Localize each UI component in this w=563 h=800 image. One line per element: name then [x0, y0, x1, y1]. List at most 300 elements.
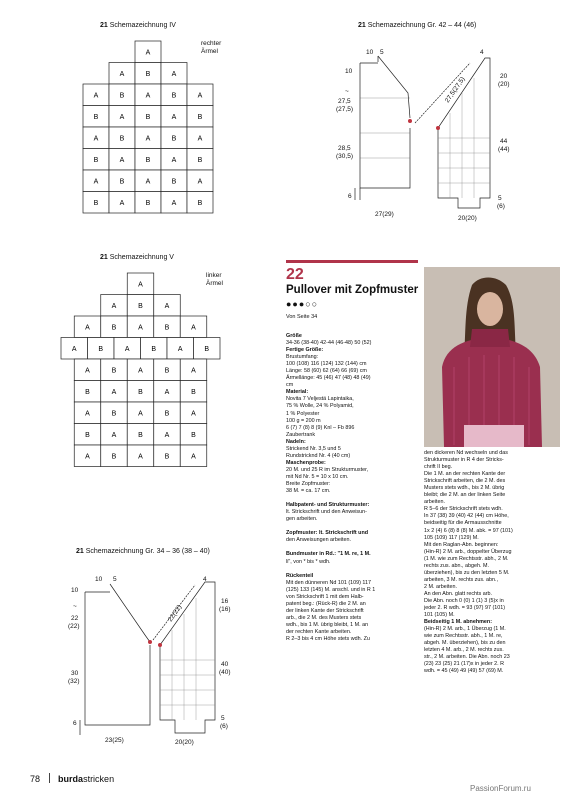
dim-label: (6)	[497, 203, 505, 210]
model-photo	[424, 267, 560, 447]
schema-cell	[154, 402, 181, 424]
text-line: 34-36 (38-40) 42-44 (46-48) 50 (52)	[286, 340, 372, 347]
text-line: wie zum Rechtsstr. abh., 1 M. re,	[424, 633, 503, 640]
schema-cell-label: A	[119, 70, 125, 78]
text-line: 75 % Wolle, 24 % Polyamid,	[286, 403, 354, 410]
schema-cell	[161, 170, 187, 192]
dim-label: 20(20)	[458, 215, 477, 222]
dim-label: 10	[366, 49, 374, 56]
schema-cell-label: A	[111, 302, 117, 310]
marker-dot	[436, 126, 440, 130]
schema-cell-label: A	[145, 178, 151, 186]
schema-cell-label: A	[85, 410, 90, 418]
schema-cell-label: A	[119, 113, 125, 121]
schema-cell-label: B	[171, 92, 177, 100]
dim-label: 22	[71, 615, 79, 622]
schema-cell	[127, 273, 154, 295]
section-accent-bar	[286, 260, 418, 263]
schema-cell	[187, 192, 213, 214]
schema-cell	[74, 402, 101, 424]
dim-label: 27(29)	[375, 211, 394, 218]
dim-label: 20	[500, 73, 508, 80]
schema-cell	[127, 402, 154, 424]
text-line: (23) 23 (25) 21 (17)x in jeder 2. R	[424, 661, 504, 668]
schema-cell-label: B	[111, 367, 117, 375]
dim-label: (27,5)	[336, 106, 353, 113]
schema-cell-label: B	[164, 367, 170, 375]
text-line: Strickend Nr. 3,5 und 5	[286, 445, 341, 452]
schema-cell-label: A	[171, 199, 177, 207]
dim-label: (20)	[498, 81, 510, 88]
dim-label: 5	[380, 49, 384, 56]
text-line: 100 g = 200 m	[286, 417, 321, 424]
schema-cell	[74, 424, 101, 446]
dim-label: 5	[221, 715, 225, 722]
text-line: An den Abn. glatt rechts arb.	[424, 590, 493, 597]
text-line: Die 1 M. an der rechten Kante der	[424, 471, 506, 478]
text-line: 6 (7) 7 (8) 8 (9) Knl – Fb 896	[286, 424, 355, 431]
schema-cell	[187, 127, 213, 149]
schema-cell	[109, 170, 135, 192]
text-line: Strukturmuster in R 4 der Stricks-	[424, 457, 504, 464]
text-line: In 37 (38) 39 (40) 42 (44) cm Höhe,	[424, 513, 509, 520]
text-line: wdh. = 45 (49) 49 (49) 57 (69) M.	[424, 668, 504, 675]
schema-cell	[154, 295, 181, 317]
schema-cell	[101, 402, 128, 424]
dim-label: (22)	[68, 623, 80, 630]
schema-cell-label: A	[71, 345, 77, 353]
dim-label: 23(25)	[105, 737, 124, 744]
schema-cell	[135, 170, 161, 192]
schema-cell-label: A	[197, 92, 203, 100]
raglan-line	[110, 584, 150, 642]
schema-cell	[180, 359, 207, 381]
schema-g34-label: Schemazeichnung Gr. 34 – 36 (38 – 40)	[85, 548, 210, 555]
schema-cell	[74, 445, 101, 467]
schema-cell	[180, 381, 207, 403]
schema-g34-title	[76, 548, 210, 555]
schema-cell	[180, 424, 207, 446]
dim-label: 40	[221, 661, 229, 668]
schema-cell	[61, 338, 88, 360]
pattern-text-right	[424, 450, 560, 676]
sleeve-outline	[160, 582, 215, 733]
schema-cell-label: A	[177, 345, 183, 353]
dim-label: (32)	[68, 678, 80, 685]
text-line: Zaubertrank	[286, 431, 316, 438]
text-line: Nadeln:	[286, 438, 306, 445]
brand-bold: burda	[58, 774, 84, 784]
text-line: 1 % Polyester	[286, 410, 320, 417]
text-line: 2 M. arbeiten.	[424, 583, 457, 590]
dim-label: 30	[71, 670, 79, 677]
schema-cell-label: B	[191, 431, 196, 439]
schema-cell-label: A	[171, 70, 177, 78]
schema-cell-label: B	[85, 388, 90, 396]
dim-label: (40)	[219, 669, 231, 676]
schema-cell	[83, 149, 109, 171]
marker-dot	[158, 643, 162, 647]
schema-cell-label: A	[111, 431, 117, 439]
dim-label: 44	[500, 138, 508, 145]
schema-cell	[127, 295, 154, 317]
text-line: 101 (105) M.	[424, 612, 455, 619]
text-line: bleibt; die 2 M. an der linken Seite	[424, 492, 506, 499]
text-line: 20 M. und 25 R im Strukturmuster,	[286, 466, 369, 473]
schema-cell-label: B	[171, 178, 177, 186]
schema-cell	[101, 295, 128, 317]
schema-cell	[135, 192, 161, 214]
schema-cell	[114, 338, 141, 360]
schema-iv-number: 21	[100, 22, 108, 29]
schema-cell	[101, 445, 128, 467]
dim-label: 20(20)	[175, 739, 194, 746]
dim-label: 10	[71, 587, 79, 594]
text-line: Strickschrift arbeiten, die 2 M. des	[424, 478, 506, 485]
text-line: (Hin-R) 2 M. arb., 1 Überzug (1 M.	[424, 626, 506, 633]
raglan-line	[378, 56, 410, 118]
dim-label: ~	[345, 88, 349, 95]
schema-cell	[88, 338, 115, 360]
schema-cell	[135, 127, 161, 149]
text-line: 38 M. = ca. 17 cm.	[286, 488, 331, 495]
text-line: li", von * bis * wdh.	[286, 558, 331, 565]
text-line: Halbpatent- und Strukturmuster:	[286, 502, 370, 509]
text-line: Mit den Raglan-Abn. beginnen:	[424, 541, 499, 548]
schema-cell	[161, 84, 187, 106]
schema-cell	[135, 63, 161, 85]
schema-cell-label: A	[171, 113, 177, 121]
schema-cell-label: B	[145, 113, 151, 121]
schema-cell-label: A	[197, 135, 203, 143]
schema-cell	[127, 445, 154, 467]
schema-cell	[141, 338, 168, 360]
schema-cell	[101, 381, 128, 403]
schema-iv-title	[100, 22, 176, 29]
schema-g42-title	[358, 22, 476, 29]
schema-cell	[109, 149, 135, 171]
text-line: den Anweisungen arbeiten.	[286, 537, 352, 544]
schema-cell	[74, 381, 101, 403]
dim-label: 4	[480, 49, 484, 56]
schema-cell	[135, 149, 161, 171]
schema-cell	[109, 106, 135, 128]
schema-cell-label: B	[145, 70, 151, 78]
schema-cell-label: B	[164, 453, 170, 461]
schema-cell	[180, 445, 207, 467]
schema-cell	[109, 127, 135, 149]
schema-cell	[109, 63, 135, 85]
schema-cell-label: B	[197, 199, 203, 207]
schema-cell-label: B	[197, 113, 203, 121]
text-line: abgeh. M. überziehen), bis zu den	[424, 640, 506, 647]
side-note-line: Ärmel	[206, 280, 223, 287]
schema-cell-label: B	[164, 410, 170, 418]
schema-cell-label: A	[164, 302, 170, 310]
text-line: der rechten Kante arbeiten.	[286, 628, 352, 635]
text-line: rechts zus. abn., abgeh. M.	[424, 562, 490, 569]
schema-iv-grid	[78, 38, 218, 220]
text-line: Ärmellänge: 45 (46) 47 (48) 48 (49)	[286, 375, 371, 382]
dim-label: 10	[95, 576, 103, 583]
schema-cell-label: A	[191, 453, 196, 461]
text-line: gen arbeiten.	[286, 516, 318, 523]
text-line: arbeiten, 3 M. rechts zus. abn.,	[424, 576, 499, 583]
text-line: (125) 133 (145) M. anschl. und in R 1	[286, 586, 376, 593]
schema-cell-label: A	[93, 92, 99, 100]
schema-cell	[161, 149, 187, 171]
schema-cell-label: B	[145, 156, 151, 164]
text-line: R 5–6 der Strickschrift stets wdh.	[424, 506, 503, 513]
marker-dot	[408, 119, 412, 123]
text-line: Fertige Größe:	[286, 347, 324, 354]
schema-cell-label: A	[119, 156, 125, 164]
text-line: den dickeren Nd wechseln und das	[424, 450, 508, 456]
text-line: Brustumfang:	[286, 354, 319, 361]
text-line: (1 M. wie zum Rechtsstr. abh., 2 M.	[424, 555, 509, 562]
dim-label: 6	[348, 193, 352, 200]
schema-cell-label: A	[191, 410, 196, 418]
schema-cell-label: A	[191, 367, 196, 375]
schema-cell-label: A	[85, 324, 90, 332]
schema-cell-label: A	[145, 135, 151, 143]
pattern-text-left	[286, 333, 420, 643]
schema-cell-label: B	[93, 113, 99, 121]
dim-label: 6	[73, 720, 77, 727]
schema-cell	[127, 381, 154, 403]
schema-v-title	[100, 254, 174, 261]
text-line: beidseitig für die Armausschnitte	[424, 520, 502, 527]
schema-cell-label: B	[119, 135, 125, 143]
schema-cell	[161, 63, 187, 85]
schema-cell	[127, 316, 154, 338]
schema-cell	[167, 338, 194, 360]
schema-cell	[83, 170, 109, 192]
schema-cell-label: B	[119, 178, 125, 186]
marker-dot	[148, 640, 152, 644]
text-line: arb., die 2 M. des Musters stets	[286, 614, 362, 621]
text-line: Rückenteil	[286, 572, 314, 579]
schema-g42-label: Schemazeichnung Gr. 42 – 44 (46)	[367, 22, 477, 29]
difficulty-rating: ●●●○○	[286, 299, 319, 309]
schema-cell	[135, 84, 161, 106]
text-line: letzten 4 M. arb., 2 M. rechts zus.	[424, 647, 504, 654]
pattern-title: Pullover mit Zopfmuster	[286, 284, 419, 296]
side-note-line: rechter	[201, 40, 222, 47]
schema-cell	[154, 424, 181, 446]
schema-cell	[101, 359, 128, 381]
schema-cell	[187, 149, 213, 171]
dim-label: 16	[221, 598, 229, 605]
body-outline	[85, 592, 150, 725]
dim-label: 10	[345, 68, 353, 75]
schema-cell	[83, 192, 109, 214]
schema-cell-label: A	[138, 410, 143, 418]
text-line: der linken Kante der Strickschrift	[286, 607, 364, 614]
schema-cell-label: B	[197, 156, 203, 164]
text-line: Länge: 58 (60) 62 (64) 66 (69) cm	[286, 368, 367, 375]
text-line: mit Nd Nr. 5 = 10 x 10 cm.	[286, 473, 349, 480]
dim-label: 4	[203, 576, 207, 583]
schema-cell	[154, 381, 181, 403]
schema-cell	[127, 359, 154, 381]
text-line: 100 (108) 116 (124) 132 (144) cm	[286, 361, 367, 368]
text-line: 1x 2 (4) 6 (8) 8 (8) M. abk. = 97 (101)	[424, 527, 513, 534]
schema-cell-label: A	[85, 453, 90, 461]
schema-cell-label: B	[93, 199, 99, 207]
text-line: cm	[286, 382, 294, 389]
text-line: jeder 2. R wdh. = 93 (97) 97 (101)	[424, 605, 506, 612]
text-line	[286, 523, 420, 530]
schema-cell	[187, 84, 213, 106]
schema-cell-label: B	[151, 345, 157, 353]
text-line: Mit den dünneren Nd 101 (109) 117	[286, 579, 372, 586]
body-outline	[360, 63, 410, 188]
text-line	[286, 495, 420, 502]
schema-cell-label: A	[197, 178, 203, 186]
schema-cell	[180, 402, 207, 424]
schema-iv-label: Schemazeichnung IV	[109, 22, 176, 29]
dim-label: 27,5(27,5)	[443, 75, 467, 105]
schema-cell-label: B	[138, 388, 143, 396]
schema-cell-label: A	[191, 324, 196, 332]
schema-cell-label: B	[145, 199, 151, 207]
text-line: Novita 7 Veljestä Lapintaika,	[286, 396, 354, 403]
schema-cell	[127, 424, 154, 446]
dim-label: (6)	[220, 723, 228, 730]
text-line	[286, 566, 420, 573]
body-grid	[360, 98, 410, 158]
schema-cell-label: A	[171, 156, 177, 164]
watermark: PassionForum.ru	[470, 784, 531, 793]
dim-label: 28,5	[338, 145, 351, 152]
schema-g42-number: 21	[358, 22, 366, 29]
schema-g34-drawing	[55, 570, 255, 750]
text-line: R 2–3 bis 4 cm Höhe stets wdh. Zu	[286, 636, 370, 643]
schema-cell-label: A	[85, 367, 90, 375]
schema-cell	[180, 316, 207, 338]
schema-cell	[161, 106, 187, 128]
schema-cell-label: A	[138, 453, 143, 461]
schema-cell-label: A	[119, 199, 125, 207]
text-line: Breite Zopfmuster:	[286, 480, 331, 487]
schema-cell	[135, 41, 161, 63]
schema-cell	[187, 170, 213, 192]
schema-cell	[161, 127, 187, 149]
dim-label: 27,5	[338, 98, 351, 105]
text-line: Beidseitig 1 M. abnehmen:	[424, 619, 492, 626]
schema-cell-label: A	[93, 135, 99, 143]
text-line: Musters stets wdh., bis 2 M. übrig	[424, 485, 505, 492]
dim-label: (16)	[219, 606, 231, 613]
schema-cell-label: A	[111, 388, 117, 396]
schema-v-number: 21	[100, 254, 108, 261]
schema-cell-label: B	[138, 431, 143, 439]
schema-cell-label: B	[171, 135, 177, 143]
pattern-number: 22	[286, 266, 304, 283]
schema-cell-label: B	[119, 92, 125, 100]
schema-cell	[83, 106, 109, 128]
schema-cell-label: B	[98, 345, 104, 353]
schema-v-label: Schemazeichnung V	[109, 254, 174, 261]
text-line: str., 2 M. arbeiten. Die Abn. noch 23	[424, 654, 510, 661]
schema-cell-label: B	[111, 324, 117, 332]
text-line: (Hin-R) 2 M. arb., doppelter Überzug	[424, 548, 512, 555]
dim-label: 22(22)	[166, 603, 184, 624]
schema-g42-drawing	[330, 38, 550, 228]
schema-cell-label: B	[191, 388, 196, 396]
schema-cell	[109, 84, 135, 106]
schema-cell-label: A	[138, 324, 143, 332]
schema-cell-label: B	[164, 324, 170, 332]
page-number: 78	[30, 774, 41, 784]
schema-cell-label: A	[145, 49, 151, 57]
schema-cell-label: A	[124, 345, 130, 353]
text-line: Größe	[286, 333, 302, 339]
text-line: von Strickschrift 1 mit dem Halb-	[286, 593, 364, 600]
schema-cell	[83, 127, 109, 149]
text-line: Bundmuster in Rd.: "1 M. re, 1 M.	[286, 551, 371, 558]
text-line: chrift II beg.	[424, 464, 453, 471]
schema-cell	[101, 316, 128, 338]
text-line: Rundstricknd Nr. 4 (40 cm)	[286, 452, 351, 459]
schema-g34-number: 21	[76, 548, 84, 555]
schema-cell-label: A	[138, 367, 143, 375]
schema-v-grid	[56, 270, 246, 470]
schema-cell	[154, 316, 181, 338]
schema-cell-label: A	[138, 281, 143, 289]
schema-cell-label: B	[204, 345, 210, 353]
schema-cell-label: B	[85, 431, 90, 439]
text-line: patent beg.: (Rück-R) die 2 M. an	[286, 600, 366, 607]
side-note-line: Ärmel	[201, 48, 218, 55]
schema-cell	[154, 445, 181, 467]
text-line: Maschenprobe:	[286, 459, 326, 466]
schema-cell	[194, 338, 221, 360]
side-note-line: linker	[206, 272, 222, 279]
text-line	[286, 544, 420, 551]
schema-cell	[74, 316, 101, 338]
schema-cell	[187, 106, 213, 128]
page-footer	[30, 773, 114, 784]
schema-cell	[154, 359, 181, 381]
schema-cell-label: A	[164, 388, 170, 396]
schema-cell	[101, 424, 128, 446]
text-line: arbeiten.	[424, 499, 445, 506]
schema-cell-label: B	[93, 156, 99, 164]
dim-label: 5	[113, 576, 117, 583]
dim-label: ~	[73, 603, 77, 610]
text-line: Material:	[286, 389, 309, 396]
text-line: lt. Strickschrift und den Anweisun-	[286, 509, 367, 516]
text-line: Die Abn. noch 0 (0) 1 (1) 3 (5)x in	[424, 597, 504, 604]
schema-cell	[83, 84, 109, 106]
dim-label: (30,5)	[336, 153, 353, 160]
schema-cell-label: A	[164, 431, 170, 439]
text-line: Zopfmuster: lt. Strickschrift und	[286, 530, 369, 537]
footer-divider	[49, 773, 50, 783]
schema-cell-label: B	[111, 453, 117, 461]
text-line: 105 (109) 117 (129) M.	[424, 534, 479, 541]
dim-label: (44)	[498, 146, 510, 153]
schema-cell-label: A	[93, 178, 99, 186]
schema-cell-label: B	[111, 410, 117, 418]
schema-cell-label: A	[145, 92, 151, 100]
text-line: überziehen), bis zu den letzten 5 M.	[424, 569, 510, 576]
schema-cell	[135, 106, 161, 128]
schema-cell-label: B	[138, 302, 143, 310]
text-line: wdh., bis 1 M. übrig bleibt, 1 M. an	[286, 621, 369, 628]
